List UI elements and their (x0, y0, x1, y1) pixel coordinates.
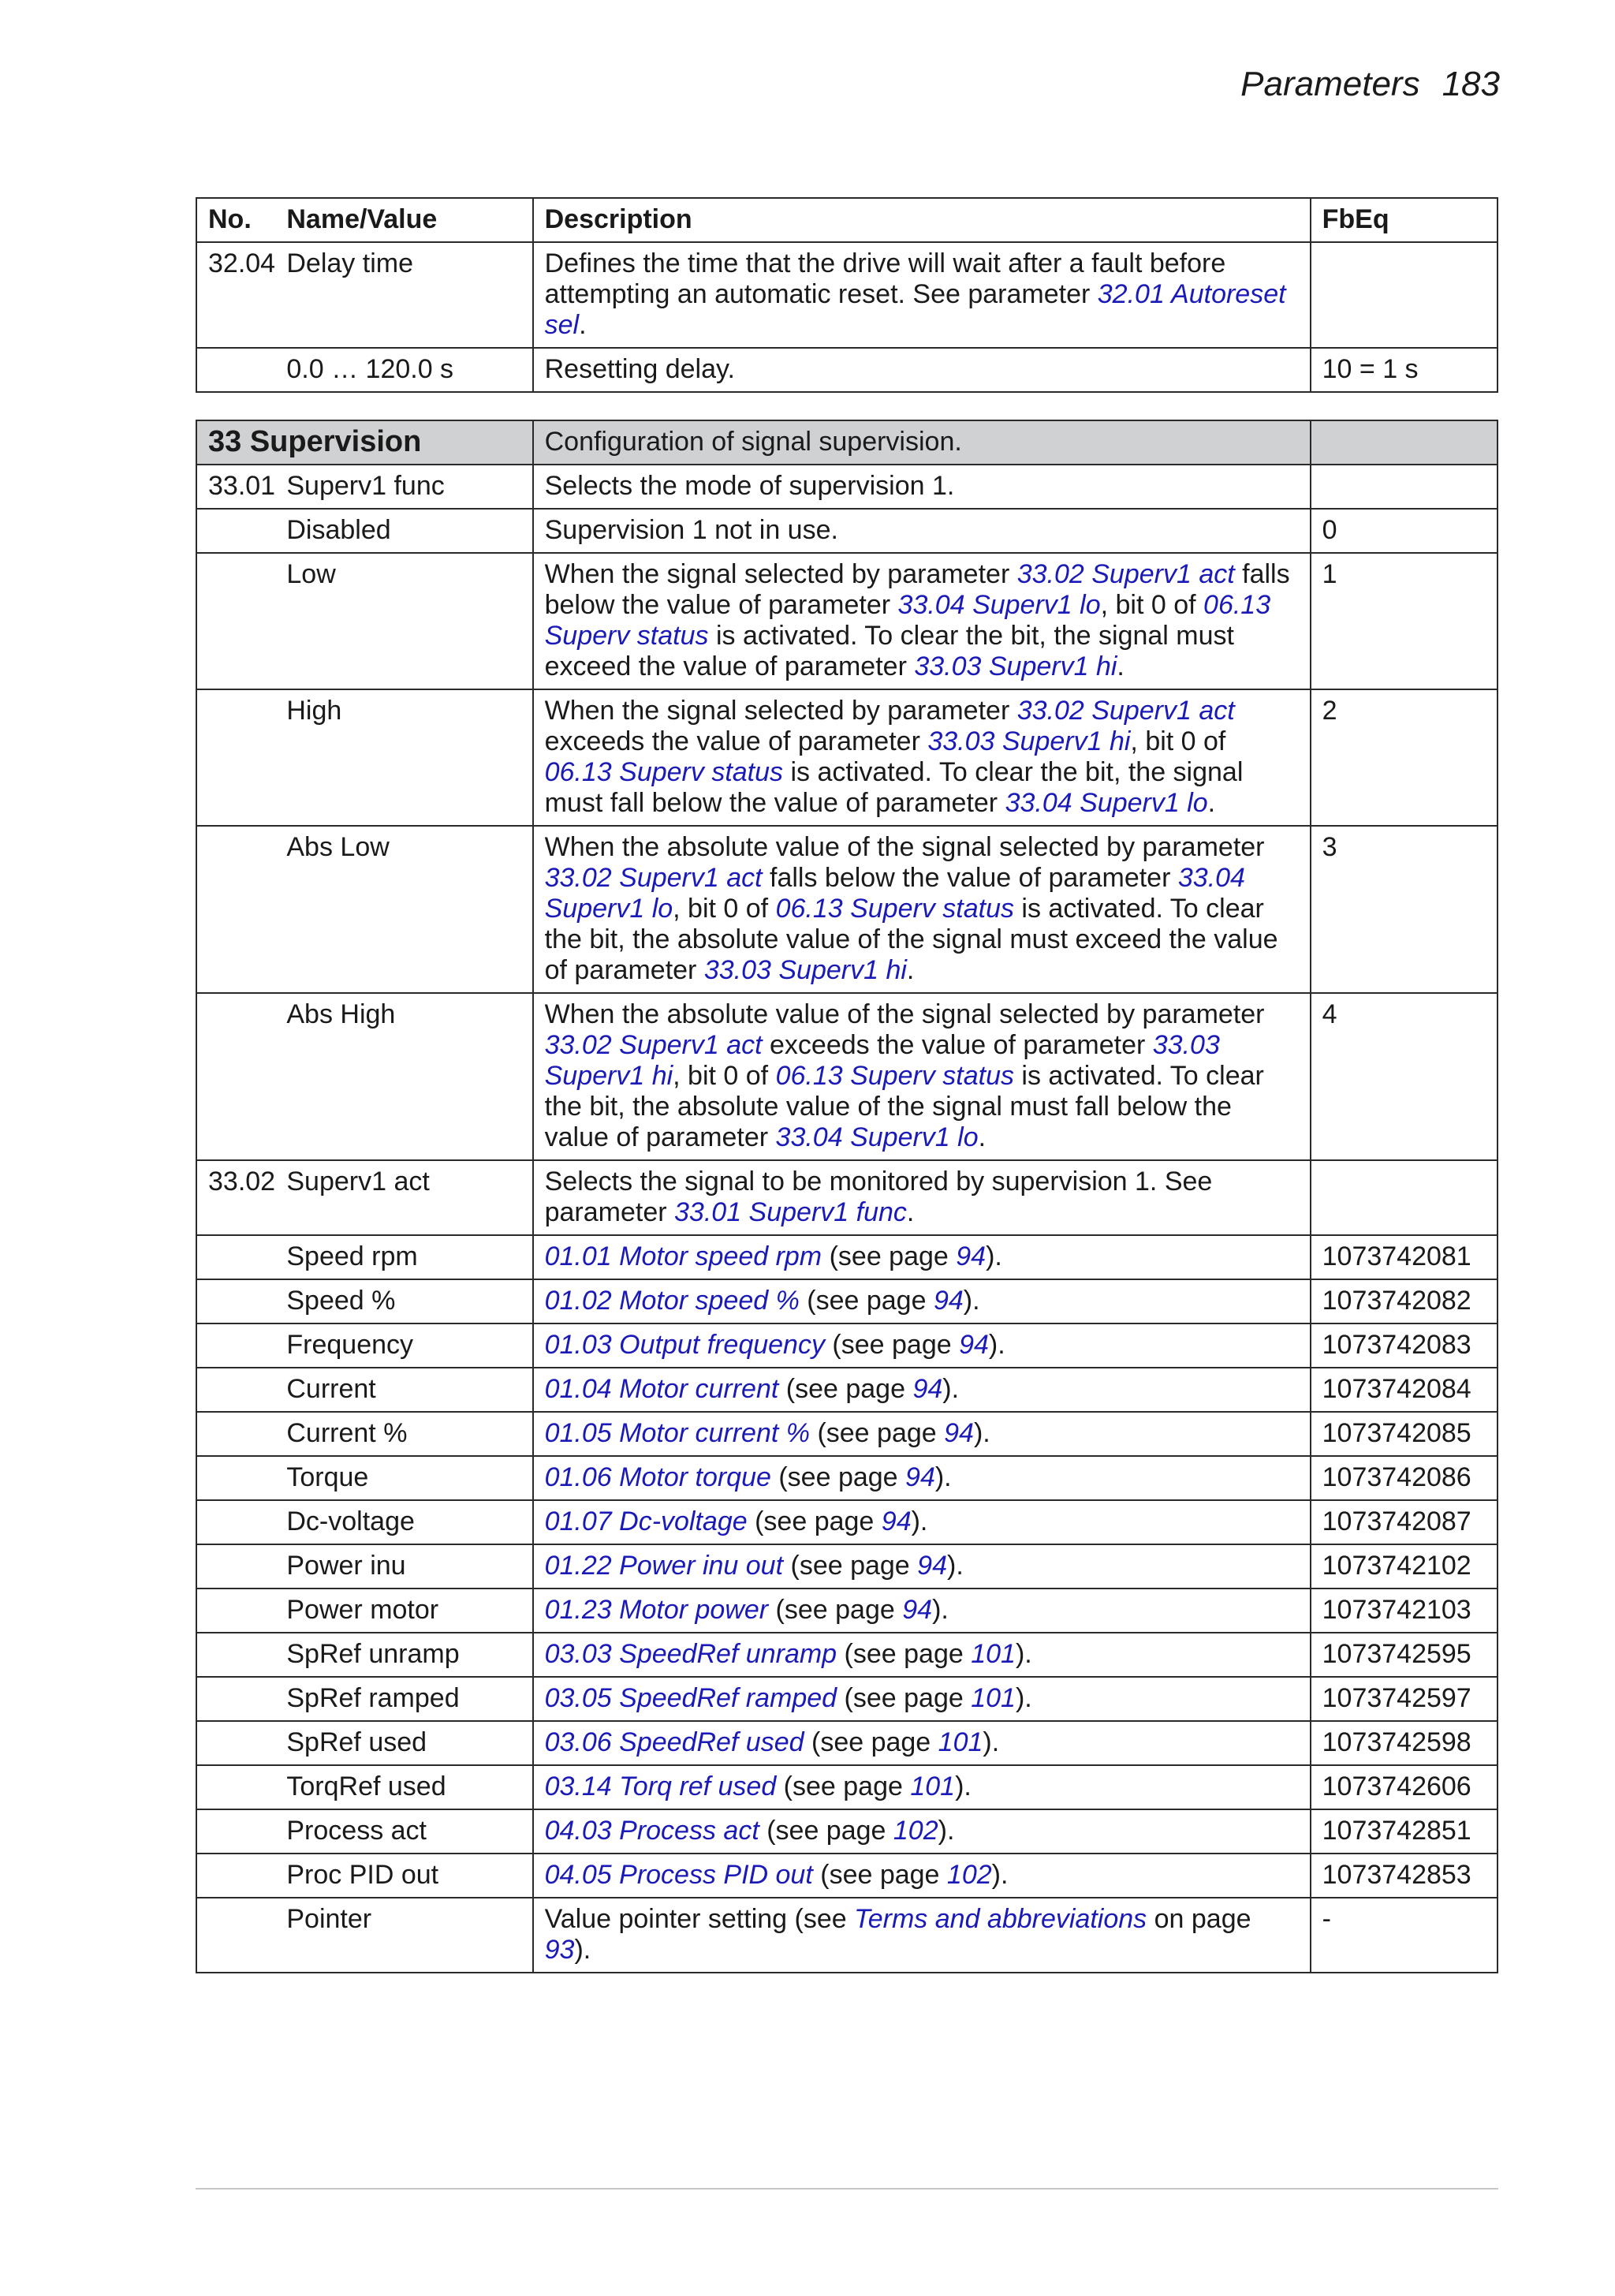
description-text: . (1207, 788, 1216, 818)
param-fbeq: 0 (1311, 509, 1498, 553)
param-name: Delay time (275, 242, 532, 348)
description-text: , bit 0 of (673, 1061, 776, 1091)
param-number (196, 1500, 275, 1544)
table-row (196, 993, 1498, 1160)
param-description (533, 1898, 1311, 1973)
param-fbeq (1311, 1160, 1498, 1235)
cross-reference-link[interactable]: 01.03 Output frequency (544, 1330, 825, 1360)
param-number (196, 1544, 275, 1589)
parameter-table-33 (196, 420, 1498, 1973)
param-name: Process act (275, 1809, 532, 1854)
param-description (533, 1368, 1311, 1412)
param-name: Pointer (275, 1898, 532, 1973)
param-description (533, 348, 1311, 392)
param-description (533, 1809, 1311, 1854)
description-text: . (579, 310, 587, 340)
param-fbeq: 1073742853 (1311, 1854, 1498, 1898)
param-fbeq: 1 (1311, 553, 1498, 689)
table-row (196, 1765, 1498, 1809)
param-fbeq: 3 (1311, 826, 1498, 993)
param-name: 0.0 … 120.0 s (275, 348, 532, 392)
description-text: ). (911, 1506, 928, 1536)
description-text: (see page (810, 1418, 945, 1448)
param-description (533, 509, 1311, 553)
table-row (196, 1544, 1498, 1589)
header-fbeq: FbEq (1311, 198, 1498, 242)
table-row (196, 1368, 1498, 1412)
param-name: Power inu (275, 1544, 532, 1589)
param-number (196, 1368, 275, 1412)
description-text: (see page (768, 1595, 903, 1625)
param-description (533, 689, 1311, 826)
param-fbeq: 2 (1311, 689, 1498, 826)
description-text: ). (1015, 1639, 1032, 1669)
param-number (196, 509, 275, 553)
description-text: falls below the value of parameter (544, 559, 1290, 620)
param-description (533, 1160, 1311, 1235)
param-number (196, 1279, 275, 1323)
cross-reference-link[interactable]: 94 (959, 1330, 989, 1360)
description-text: ). (988, 1330, 1005, 1360)
param-fbeq: 10 = 1 s (1311, 348, 1498, 392)
parameter-table-32 (196, 197, 1498, 393)
param-name: Superv1 act (275, 1160, 532, 1235)
description-text: Selects the signal to be monitored by supervision 1. See parameter (544, 1167, 1213, 1227)
param-name: TorqRef used (275, 1765, 532, 1809)
param-name: Speed % (275, 1279, 532, 1323)
description-text: When the absolute value of the signal selected by parameter (544, 832, 1265, 862)
cross-reference-link[interactable]: 01.01 Motor speed rpm (544, 1241, 822, 1271)
param-number (196, 1589, 275, 1633)
description-text: (see page (778, 1374, 913, 1404)
description-text: , bit 0 of (1130, 726, 1226, 756)
description-text: (see page (776, 1771, 911, 1801)
param-description (533, 465, 1311, 509)
table-row (196, 1898, 1498, 1973)
page-number: 183 (1442, 65, 1500, 103)
description-text: . (906, 1197, 915, 1227)
table-row (196, 553, 1498, 689)
cross-reference-link[interactable]: 01.06 Motor torque (544, 1462, 771, 1492)
param-description (533, 1589, 1311, 1633)
param-description (533, 1677, 1311, 1721)
cross-reference-link[interactable]: 01.22 Power inu out (544, 1551, 784, 1581)
param-name: Power motor (275, 1589, 532, 1633)
param-fbeq: 1073742085 (1311, 1412, 1498, 1456)
description-text: , bit 0 of (1100, 590, 1204, 620)
cross-reference-link[interactable]: 33.03 Superv1 hi (927, 726, 1131, 756)
cross-reference-link[interactable]: 04.03 Process act (544, 1816, 759, 1846)
header-description: Description (533, 198, 1311, 242)
table-row (196, 1500, 1498, 1544)
description-text: Selects the mode of supervision 1. (544, 471, 955, 501)
param-description (533, 1633, 1311, 1677)
cross-reference-link[interactable]: 33.04 Superv1 lo (1005, 788, 1208, 818)
cross-reference-link[interactable]: 01.04 Motor current (544, 1374, 779, 1404)
cross-reference-link[interactable]: 33.02 Superv1 act (1016, 559, 1235, 589)
param-fbeq: 1073742102 (1311, 1544, 1498, 1589)
param-number (196, 1898, 275, 1973)
param-fbeq: 1073742103 (1311, 1589, 1498, 1633)
description-text: ). (973, 1418, 990, 1448)
cross-reference-link[interactable]: 06.13 Superv status (775, 894, 1014, 924)
param-fbeq: - (1311, 1898, 1498, 1973)
param-fbeq: 1073742081 (1311, 1235, 1498, 1279)
param-name: Abs Low (275, 826, 532, 993)
param-number (196, 1765, 275, 1809)
description-text: (see page (759, 1816, 893, 1846)
group-header-row (196, 420, 1498, 465)
cross-reference-link[interactable]: 01.23 Motor power (544, 1595, 769, 1625)
description-text: exceeds the value of parameter (544, 726, 928, 756)
description-text: , bit 0 of (673, 894, 776, 924)
description-text: When the signal selected by parameter (544, 559, 1017, 589)
description-text: When the absolute value of the signal selected by parameter (544, 999, 1265, 1029)
cross-reference-link[interactable]: 94 (902, 1595, 933, 1625)
description-text: (see page (812, 1860, 947, 1890)
group-description: Configuration of signal supervision. (533, 420, 1311, 465)
param-description (533, 1279, 1311, 1323)
cross-reference-link[interactable]: Terms and abbreviations (854, 1904, 1147, 1934)
param-name: Superv1 func (275, 465, 532, 509)
cross-reference-link[interactable]: 94 (933, 1286, 964, 1316)
description-text: (see page (837, 1683, 972, 1713)
param-name: Speed rpm (275, 1235, 532, 1279)
param-description (533, 1765, 1311, 1809)
table-row (196, 1279, 1498, 1323)
param-description (533, 553, 1311, 689)
table-row (196, 689, 1498, 826)
cross-reference-link[interactable]: 94 (905, 1462, 935, 1492)
cross-reference-link[interactable]: 03.06 SpeedRef used (544, 1727, 804, 1757)
param-number (196, 1235, 275, 1279)
description-text: (see page (837, 1639, 972, 1669)
param-fbeq (1311, 465, 1498, 509)
cross-reference-link[interactable]: 33.03 Superv1 hi (914, 651, 1117, 681)
param-number: 33.01 (196, 465, 275, 509)
description-text: . (906, 955, 915, 985)
table-row (196, 1160, 1498, 1235)
cross-reference-link[interactable]: 01.05 Motor current % (544, 1418, 810, 1448)
cross-reference-link[interactable]: 03.14 Torq ref used (544, 1771, 777, 1801)
table-row (196, 1589, 1498, 1633)
table-row (196, 348, 1498, 392)
table-row (196, 465, 1498, 509)
description-text: falls below the value of parameter (762, 863, 1178, 893)
cross-reference-link[interactable]: 06.13 Superv status (775, 1061, 1014, 1091)
param-fbeq: 1073742597 (1311, 1677, 1498, 1721)
cross-reference-link[interactable]: 33.02 Superv1 act (544, 1030, 763, 1060)
table-row (196, 1412, 1498, 1456)
table-row (196, 1854, 1498, 1898)
param-name: SpRef used (275, 1721, 532, 1765)
description-text: ). (955, 1771, 972, 1801)
param-number (196, 1677, 275, 1721)
param-name: Current % (275, 1412, 532, 1456)
cross-reference-link[interactable]: 01.02 Motor speed % (544, 1286, 800, 1316)
cross-reference-link[interactable]: 33.04 Superv1 lo (775, 1122, 979, 1152)
page-header (1240, 65, 1500, 104)
param-number (196, 1721, 275, 1765)
cross-reference-link[interactable]: 04.05 Process PID out (544, 1860, 813, 1890)
table-row (196, 1809, 1498, 1854)
cross-reference-link[interactable]: 06.13 Superv status (544, 590, 1271, 651)
param-name: Disabled (275, 509, 532, 553)
description-text: exceeds the value of parameter (762, 1030, 1153, 1060)
cross-reference-link[interactable]: 94 (917, 1551, 947, 1581)
param-description (533, 1323, 1311, 1368)
param-description (533, 242, 1311, 348)
description-text: ). (932, 1595, 949, 1625)
cross-reference-link[interactable]: 93 (544, 1935, 575, 1965)
description-text: ). (963, 1286, 980, 1316)
cross-reference-link[interactable]: 94 (944, 1418, 974, 1448)
table-row (196, 242, 1498, 348)
table-header-row (196, 198, 1498, 242)
cross-reference-link[interactable]: 33.03 Superv1 hi (703, 955, 907, 985)
param-fbeq (1311, 242, 1498, 348)
param-name: Abs High (275, 993, 532, 1160)
header-name-value: Name/Value (275, 198, 532, 242)
param-name: SpRef unramp (275, 1633, 532, 1677)
param-number (196, 993, 275, 1160)
cross-reference-link[interactable]: 102 (893, 1816, 938, 1846)
cross-reference-link[interactable]: 94 (881, 1506, 912, 1536)
description-text: is activated. To clear the bit, the absolute value of the signal must fall below the value of parameter (544, 1061, 1264, 1152)
description-text: Value pointer setting (see (544, 1904, 855, 1934)
description-text: ). (1015, 1683, 1032, 1713)
cross-reference-link[interactable]: 101 (971, 1639, 1016, 1669)
cross-reference-link[interactable]: 33.04 Superv1 lo (544, 863, 1245, 924)
description-text: ). (983, 1727, 1000, 1757)
table-row (196, 1677, 1498, 1721)
description-text: ). (986, 1241, 1002, 1271)
param-name: High (275, 689, 532, 826)
param-description (533, 1456, 1311, 1500)
param-name: Frequency (275, 1323, 532, 1368)
param-description (533, 1235, 1311, 1279)
section-title: Parameters (1240, 65, 1420, 103)
cross-reference-link[interactable]: 06.13 Superv status (544, 757, 784, 787)
cross-reference-link[interactable]: 94 (956, 1241, 987, 1271)
param-description (533, 1500, 1311, 1544)
cross-reference-link[interactable]: 101 (910, 1771, 956, 1801)
param-number (196, 1412, 275, 1456)
param-name: Proc PID out (275, 1854, 532, 1898)
param-name: Low (275, 553, 532, 689)
description-text: ). (942, 1374, 960, 1404)
param-number (196, 826, 275, 993)
cross-reference-link[interactable]: 33.02 Superv1 act (1016, 696, 1235, 726)
table-row (196, 1721, 1498, 1765)
cross-reference-link[interactable]: 101 (938, 1727, 983, 1757)
description-text: (see page (783, 1551, 918, 1581)
param-description (533, 1544, 1311, 1589)
table-row (196, 826, 1498, 993)
table-row (196, 509, 1498, 553)
param-fbeq: 1073742086 (1311, 1456, 1498, 1500)
description-text: . (978, 1122, 987, 1152)
param-number (196, 1809, 275, 1854)
table-row (196, 1633, 1498, 1677)
table-row (196, 1235, 1498, 1279)
cross-reference-link[interactable]: 01.07 Dc-voltage (544, 1506, 748, 1536)
description-text: (see page (747, 1506, 882, 1536)
description-text: Defines the time that the drive will wait after a fault before attempting an automatic reset. See parameter (544, 248, 1226, 309)
header-no: No. (196, 198, 275, 242)
description-text: Resetting delay. (544, 354, 735, 384)
cross-reference-link[interactable]: 101 (971, 1683, 1016, 1713)
param-description (533, 1721, 1311, 1765)
param-number: 32.04 (196, 242, 275, 348)
param-number (196, 1323, 275, 1368)
description-text: ). (991, 1860, 1009, 1890)
description-text: (see page (770, 1462, 906, 1492)
param-description (533, 826, 1311, 993)
cross-reference-link[interactable]: 33.02 Superv1 act (544, 863, 763, 893)
param-number (196, 689, 275, 826)
table-row (196, 1323, 1498, 1368)
group-fbeq (1311, 420, 1498, 465)
param-description (533, 1854, 1311, 1898)
description-text: Supervision 1 not in use. (544, 515, 838, 545)
param-fbeq: 1073742087 (1311, 1500, 1498, 1544)
cross-reference-link[interactable]: 94 (912, 1374, 943, 1404)
param-number (196, 1456, 275, 1500)
cross-reference-link[interactable]: 03.03 SpeedRef unramp (544, 1639, 837, 1669)
description-text: . (1117, 651, 1125, 681)
description-text: ). (574, 1935, 591, 1965)
param-name: Torque (275, 1456, 532, 1500)
param-fbeq: 1073742606 (1311, 1765, 1498, 1809)
param-name: Current (275, 1368, 532, 1412)
description-text: ). (934, 1462, 952, 1492)
description-text: When the signal selected by parameter (544, 696, 1017, 726)
param-number: 33.02 (196, 1160, 275, 1235)
param-description (533, 1412, 1311, 1456)
param-fbeq: 4 (1311, 993, 1498, 1160)
param-name: Dc-voltage (275, 1500, 532, 1544)
table-row (196, 1456, 1498, 1500)
cross-reference-link[interactable]: 102 (946, 1860, 992, 1890)
param-number (196, 553, 275, 689)
footer-divider (196, 2188, 1498, 2190)
param-fbeq: 1073742595 (1311, 1633, 1498, 1677)
cross-reference-link[interactable]: 03.05 SpeedRef ramped (544, 1683, 837, 1713)
param-fbeq: 1073742598 (1311, 1721, 1498, 1765)
description-text: (see page (799, 1286, 934, 1316)
param-fbeq: 1073742083 (1311, 1323, 1498, 1368)
group-title: 33 Supervision (196, 420, 533, 465)
param-fbeq: 1073742084 (1311, 1368, 1498, 1412)
cross-reference-link[interactable]: 33.03 Superv1 hi (544, 1030, 1220, 1091)
param-fbeq: 1073742851 (1311, 1809, 1498, 1854)
cross-reference-link[interactable]: 33.04 Superv1 lo (897, 590, 1101, 620)
param-fbeq: 1073742082 (1311, 1279, 1498, 1323)
description-text: ). (947, 1551, 964, 1581)
description-text: is activated. To clear the bit, the signal must exceed the value of parameter (544, 621, 1234, 681)
description-text: (see page (822, 1241, 957, 1271)
cross-reference-link[interactable]: 32.01 Autoreset sel (544, 279, 1286, 340)
description-text: is activated. To clear the bit, the signal must fall below the value of parameter (544, 757, 1244, 818)
param-description (533, 993, 1311, 1160)
param-number (196, 1854, 275, 1898)
description-text: is activated. To clear the bit, the absolute value of the signal must exceed the value of parameter (544, 894, 1278, 985)
param-number (196, 1633, 275, 1677)
param-number (196, 348, 275, 392)
description-text: (see page (824, 1330, 960, 1360)
param-name: SpRef ramped (275, 1677, 532, 1721)
cross-reference-link[interactable]: 33.01 Superv1 func (674, 1197, 907, 1227)
description-text: ). (938, 1816, 955, 1846)
description-text: (see page (804, 1727, 938, 1757)
description-text: on page (1147, 1904, 1251, 1934)
